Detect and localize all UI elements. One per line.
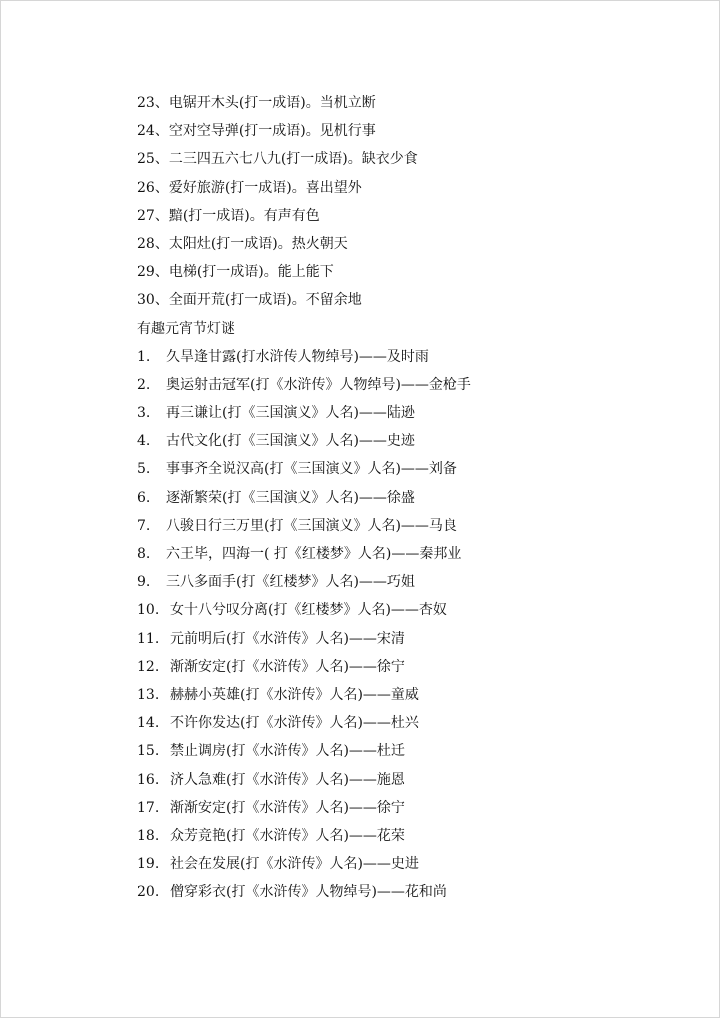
list-item bbox=[137, 399, 697, 427]
list-item bbox=[137, 850, 697, 878]
list-item bbox=[137, 258, 697, 286]
list-item bbox=[137, 822, 697, 850]
list-item bbox=[137, 427, 697, 455]
item-text: 久旱逢甘露(打水浒传人物绰号)——及时雨 bbox=[166, 348, 429, 365]
list-item bbox=[137, 625, 697, 653]
item-text: 再三谦让(打《三国演义》人名)——陆逊 bbox=[166, 405, 415, 422]
item-text: 八骏日行三万里(打《三国演义》人名)——马良 bbox=[166, 517, 457, 534]
item-number: 18. bbox=[137, 827, 160, 844]
item-number: 5. bbox=[137, 461, 151, 478]
item-text: 古代文化(打《三国演义》人名)——史迹 bbox=[166, 433, 415, 450]
item-number: 30、 bbox=[137, 292, 169, 309]
list-item bbox=[137, 230, 697, 258]
list-item bbox=[137, 371, 697, 399]
list-item bbox=[137, 286, 697, 314]
item-number: 26、 bbox=[137, 179, 169, 196]
list-item bbox=[137, 455, 697, 483]
list-item bbox=[137, 568, 697, 596]
item-number: 16. bbox=[137, 771, 160, 788]
lantern-riddle-list bbox=[137, 343, 697, 907]
list-item bbox=[137, 596, 697, 624]
item-number: 23、 bbox=[137, 95, 169, 111]
item-number: 2. bbox=[137, 376, 151, 393]
item-text: 二三四五六七八九(打一成语)。缺衣少食 bbox=[168, 151, 418, 168]
list-item bbox=[137, 653, 697, 681]
list-item bbox=[137, 484, 697, 512]
item-number: 12. bbox=[137, 658, 160, 675]
item-number: 27、 bbox=[137, 207, 169, 224]
item-text: 渐渐安定(打《水浒传》人名)——徐宁 bbox=[170, 658, 405, 675]
list-item bbox=[137, 766, 697, 794]
list-item bbox=[137, 794, 697, 822]
item-text: 奥运射击冠军(打《水浒传》人物绰号)——金枪手 bbox=[166, 376, 471, 393]
item-text: 赫赫小英雄(打《水浒传》人名)——童威 bbox=[170, 686, 419, 703]
item-number: 14. bbox=[137, 715, 160, 732]
list-item bbox=[137, 89, 697, 117]
item-text: 黯(打一成语)。有声有色 bbox=[168, 207, 320, 224]
document-body bbox=[137, 89, 697, 906]
item-number: 24、 bbox=[137, 123, 169, 140]
list-item bbox=[137, 878, 697, 906]
item-text: 社会在发展(打《水浒传》人名)——史进 bbox=[170, 856, 419, 873]
item-text: 六王毕，四海一( 打《红楼梦》人名)——秦邦业 bbox=[166, 546, 462, 562]
item-text: 渐渐安定(打《水浒传》人名)——徐宁 bbox=[170, 799, 405, 816]
item-number: 6. bbox=[137, 489, 151, 506]
item-number: 9. bbox=[137, 574, 151, 591]
item-number: 15. bbox=[137, 743, 160, 760]
list-item bbox=[137, 174, 697, 202]
item-number: 25、 bbox=[137, 151, 169, 168]
item-text: 济人急难(打《水浒传》人名)——施恩 bbox=[170, 771, 405, 788]
item-text: 禁止调房(打《水浒传》人名)——杜迁 bbox=[170, 743, 405, 760]
item-text: 女十八兮叹分离(打《红楼梦》人名)——杏奴 bbox=[170, 602, 447, 619]
item-number: 13. bbox=[137, 686, 160, 703]
item-text: 逐渐繁荣(打《三国演义》人名)——徐盛 bbox=[166, 489, 415, 506]
item-text: 僧穿彩衣(打《水浒传》人物绰号)——花和尚 bbox=[170, 884, 447, 901]
item-number: 29、 bbox=[137, 264, 169, 281]
item-number: 4. bbox=[137, 433, 151, 450]
item-number: 7. bbox=[137, 517, 151, 534]
item-text: 全面开荒(打一成语)。不留余地 bbox=[168, 292, 362, 309]
list-item bbox=[137, 202, 697, 230]
item-text: 三八多面手(打《红楼梦》人名)——巧姐 bbox=[166, 574, 415, 591]
item-text: 电锯开木头(打一成语)。当机立断 bbox=[168, 95, 376, 111]
list-item bbox=[137, 681, 697, 709]
item-text: 太阳灶(打一成语)。热火朝天 bbox=[168, 235, 348, 252]
item-text: 空对空导弹(打一成语)。见机行事 bbox=[168, 123, 376, 140]
item-text: 事事齐全说汉高(打《三国演义》人名)——刘备 bbox=[166, 461, 457, 478]
item-text: 众芳竞艳(打《水浒传》人名)——花荣 bbox=[170, 827, 405, 844]
item-text: 元前明后(打《水浒传》人名)——宋清 bbox=[170, 630, 405, 647]
item-number: 3. bbox=[137, 405, 151, 422]
item-number: 8. bbox=[137, 546, 151, 562]
list-item bbox=[137, 145, 697, 173]
idiom-riddle-list bbox=[137, 89, 697, 315]
list-item bbox=[137, 117, 697, 145]
item-text: 电梯(打一成语)。能上能下 bbox=[168, 264, 334, 281]
list-item bbox=[137, 512, 697, 540]
item-number: 28、 bbox=[137, 235, 169, 252]
list-item bbox=[137, 737, 697, 765]
list-item bbox=[137, 343, 697, 371]
section-heading: 有趣元宵节灯谜 bbox=[137, 320, 235, 337]
item-text: 不许你发达(打《水浒传》人名)——杜兴 bbox=[170, 715, 419, 732]
list-item bbox=[137, 709, 697, 737]
item-number: 19. bbox=[137, 856, 160, 873]
item-text: 爱好旅游(打一成语)。喜出望外 bbox=[168, 179, 362, 196]
item-number: 10. bbox=[137, 602, 160, 619]
item-number: 20. bbox=[137, 884, 160, 901]
item-number: 17. bbox=[137, 799, 160, 816]
item-number: 11. bbox=[137, 630, 160, 647]
list-item bbox=[137, 540, 697, 568]
item-number: 1. bbox=[137, 348, 151, 365]
